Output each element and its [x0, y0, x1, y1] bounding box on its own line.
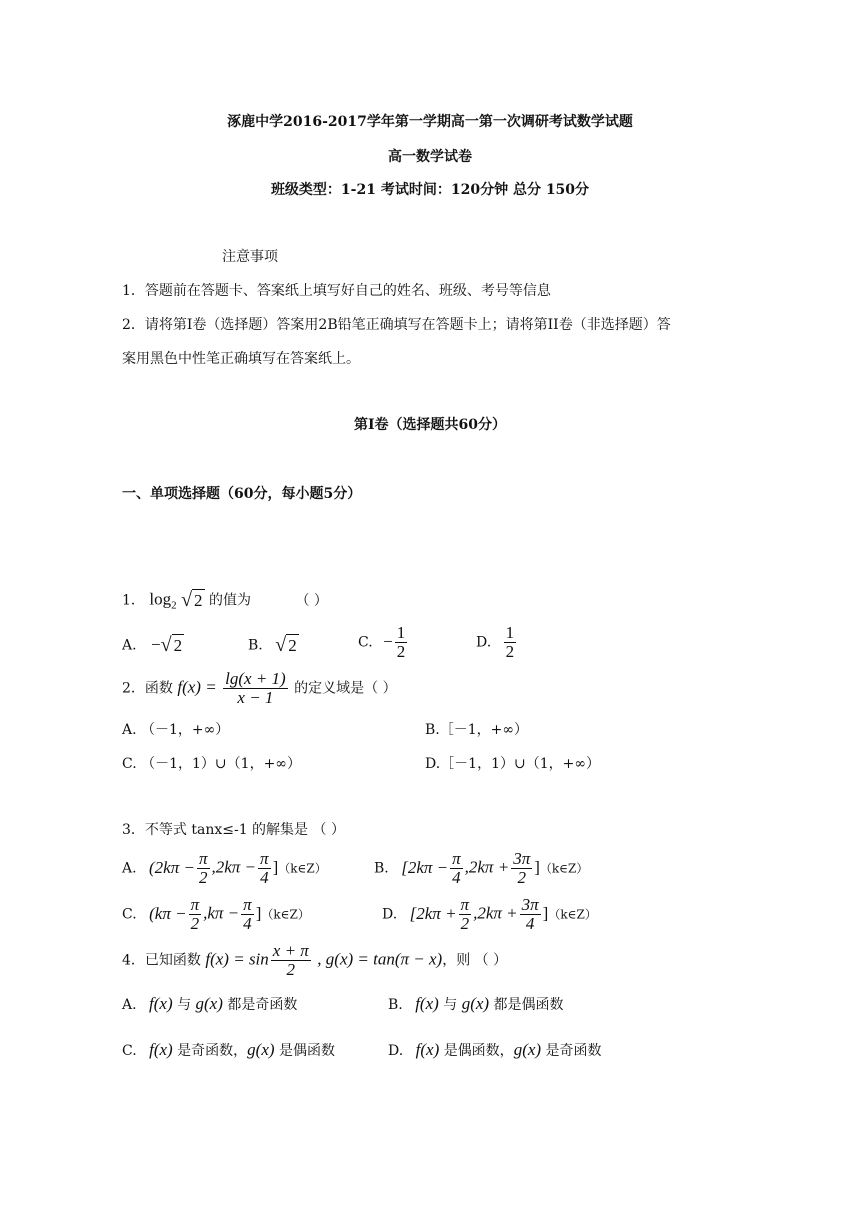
q4-option-d: D. f(x) 是偶函数，g(x) 是奇函数: [388, 1040, 602, 1059]
fraction: $\frac{1}{2}$: [505, 623, 515, 661]
fraction: $\frac{\pi}{2}$: [460, 895, 470, 933]
q1-option-a: [122, 634, 184, 657]
minus-sign: −: [151, 634, 161, 654]
q4-option-c: C. f(x) 是奇函数，g(x) 是偶函数: [122, 1040, 335, 1059]
exam-subtitle: 高一数学试卷: [388, 149, 472, 165]
question-4-stem: [122, 942, 507, 979]
question-2-stem: [122, 670, 397, 707]
q2-option-d: D.［－1，1）∪（1，+∞）: [425, 756, 601, 772]
q2-option-c: C. （－1，1）∪（1，+∞）: [122, 756, 301, 772]
fraction: $\frac{\pi}{4}$: [452, 849, 461, 887]
sqrt-expression: √ 2: [275, 634, 297, 656]
log-base: 2: [171, 599, 177, 612]
q4-option-b: B. f(x) 与 g(x) 都是偶函数: [388, 994, 564, 1013]
q3-option-b: B. [2kπ − $\frac{\pi}{4}$ ,2kπ + $\frac{3\pi}{2}$ ]（k∈Z）: [374, 849, 589, 887]
q4-option-a: A. f(x) 与 g(x) 都是奇函数: [122, 994, 298, 1013]
function-f: f(x) = sin: [205, 949, 269, 969]
radical-sign: √: [181, 589, 193, 611]
option-label: D.: [382, 906, 398, 923]
log-symbol: log: [149, 589, 172, 609]
sqrt-expression: √ 2: [160, 634, 183, 656]
fraction: $\frac{\pi}{2}$: [190, 895, 200, 933]
option-label: A.: [122, 860, 137, 877]
option-label: B.: [248, 637, 263, 654]
note-item-2-line-1: 2．请将第I卷（选择题）答案用2B铅笔正确填写在答题卡上；请将第II卷（非选择题）答: [122, 317, 671, 333]
q2-option-b: B.［－1，+∞）: [425, 722, 529, 738]
option-label: C.: [122, 906, 137, 923]
fraction: $\frac{\pi}{4}$: [260, 849, 269, 887]
fraction: $\frac{3\pi}{2}$: [513, 849, 531, 887]
function-g: , g(x) = tan(π − x): [317, 949, 443, 969]
part-1-heading: 第I卷（选择题共60分）: [353, 417, 507, 433]
option-label: D.: [388, 1043, 404, 1059]
question-text: ，则 （ ）: [442, 952, 508, 969]
radicand: 2: [194, 591, 203, 610]
minus-sign: −: [383, 631, 393, 651]
radicand: 2: [288, 636, 297, 655]
note-item-1: 1．答题前在答题卡、答案纸上填写好自己的姓名、班级、考号等信息: [122, 283, 551, 299]
radicand: 2: [173, 636, 183, 655]
exam-info: 班级类型：1-21 考试时间：120分钟 总分 150分: [270, 182, 590, 198]
question-text: 的定义域是（ ）: [294, 680, 397, 697]
option-label: A.: [122, 997, 137, 1013]
fraction: $\frac{x + \pi}{2}$: [272, 941, 309, 979]
fraction: $\frac{\lg(x + 1)}{x - 1}$: [225, 669, 286, 707]
exam-title: 涿鹿中学2016-2017学年第一学期高一第一次调研考试数学试题: [227, 114, 633, 130]
notes-heading: 注意事项: [222, 249, 278, 265]
q1-option-d: [476, 624, 518, 661]
question-1-stem: [122, 589, 328, 616]
section-heading: 一、单项选择题（60分，每小题5分）: [122, 486, 362, 502]
sqrt-expression: [181, 589, 204, 612]
q3-option-c: C. (kπ − $\frac{\pi}{2}$ ,kπ − $\frac{\pi}{4}$ ]（k∈Z）: [122, 895, 310, 933]
question-text: 的值为: [209, 592, 251, 609]
question-text: 2．函数: [122, 680, 173, 697]
q3-option-a: A. (2kπ − $\frac{\pi}{2}$ ,2kπ − $\frac{\pi}{4}$ ]（k∈Z）: [122, 849, 327, 887]
function-name: f(x) =: [177, 677, 217, 697]
answer-blank: （ ）: [295, 592, 328, 609]
fraction: $\frac{\pi}{2}$: [198, 849, 208, 887]
option-label: A.: [122, 637, 137, 654]
option-label: D.: [476, 634, 492, 651]
option-label: B.: [388, 997, 403, 1013]
question-text: 4．已知函数: [122, 952, 201, 969]
question-number: 1．: [122, 592, 145, 609]
option-label: B.: [374, 860, 389, 877]
fraction: $\frac{3\pi}{4}$: [521, 895, 539, 933]
note-item-2-line-2: 案用黑色中性笔正确填写在答案纸上。: [122, 351, 360, 367]
q1-option-c: [358, 624, 409, 661]
option-label: C.: [358, 634, 373, 651]
question-3-stem: 3．不等式 tanx≤-1 的解集是 （ ）: [122, 822, 345, 838]
q2-option-a: A. （－1，+∞）: [122, 722, 230, 738]
fraction: $\frac{1}{2}$: [396, 623, 406, 661]
q3-option-d: D. [2kπ + $\frac{\pi}{2}$ ,2kπ + $\frac{3\pi}{4}$ ]（k∈Z）: [382, 895, 597, 933]
q1-option-b: [248, 634, 299, 657]
option-label: C.: [122, 1043, 137, 1059]
fraction: $\frac{\pi}{4}$: [243, 895, 252, 933]
